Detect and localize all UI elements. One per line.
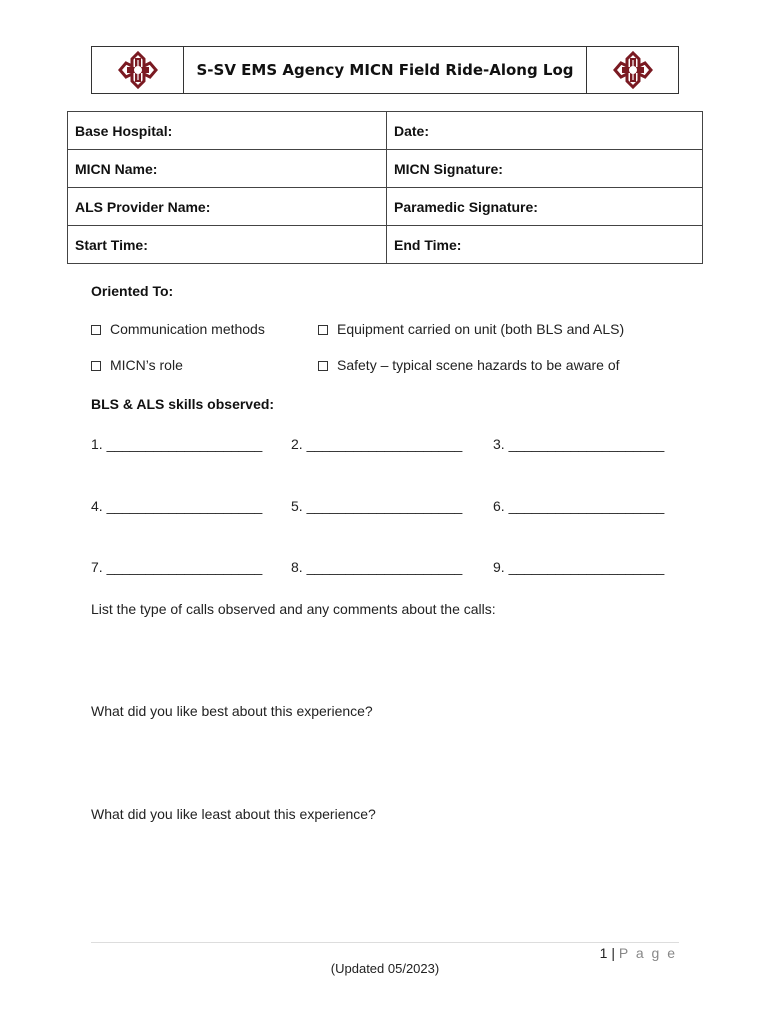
paramedic-signature-field[interactable]: Paramedic Signature: [387,188,703,226]
star-of-life-logo-icon [117,50,159,90]
checkbox-equipment-carried[interactable]: Equipment carried on unit (both BLS and ALS) [318,321,624,337]
header-table [91,46,679,94]
base-hospital-field[interactable]: Base Hospital: [68,112,387,150]
skills-heading: BLS & ALS skills observed: [91,396,275,412]
skill-blank-8[interactable]: 8. ____________________ [291,559,463,575]
calls-observed-question: List the type of calls observed and any comments about the calls: [91,601,496,617]
skill-blank-6[interactable]: 6. ____________________ [493,498,665,514]
skill-blank-4[interactable]: 4. ____________________ [91,498,263,514]
table-row [68,188,703,226]
micn-signature-field[interactable]: MICN Signature: [387,150,703,188]
date-field[interactable]: Date: [387,112,703,150]
oriented-heading: Oriented To: [91,283,174,299]
skill-blank-9[interactable]: 9. ____________________ [493,559,665,575]
skill-blank-3[interactable]: 3. ____________________ [493,436,665,452]
table-row [68,150,703,188]
checkbox-icon[interactable] [91,325,101,335]
als-provider-name-field[interactable]: ALS Provider Name: [68,188,387,226]
footer-divider [91,942,679,943]
logo-cell-left [92,47,184,93]
checkbox-icon[interactable] [318,325,328,335]
page-title: S-SV EMS Agency MICN Field Ride-Along Log [196,61,574,79]
checkbox-icon[interactable] [91,361,101,371]
page-number: 1 | P a g e [599,945,677,961]
table-row [68,226,703,264]
checkbox-safety-hazards[interactable]: Safety – typical scene hazards to be aware of [318,357,620,373]
liked-best-question: What did you like best about this experience? [91,703,373,719]
updated-note: (Updated 05/2023) [330,961,440,976]
skill-blank-2[interactable]: 2. ____________________ [291,436,463,452]
start-time-field[interactable]: Start Time: [68,226,387,264]
micn-name-field[interactable]: MICN Name: [68,150,387,188]
table-row [68,112,703,150]
star-of-life-logo-icon [612,50,654,90]
checkbox-icon[interactable] [318,361,328,371]
skill-blank-1[interactable]: 1. ____________________ [91,436,263,452]
liked-least-question: What did you like least about this experience? [91,806,376,822]
skill-blank-5[interactable]: 5. ____________________ [291,498,463,514]
end-time-field[interactable]: End Time: [387,226,703,264]
info-table [67,111,703,264]
skill-blank-7[interactable]: 7. ____________________ [91,559,263,575]
logo-cell-right [586,47,678,93]
checkbox-micn-role[interactable]: MICN’s role [91,357,183,373]
checkbox-communication-methods[interactable]: Communication methods [91,321,265,337]
